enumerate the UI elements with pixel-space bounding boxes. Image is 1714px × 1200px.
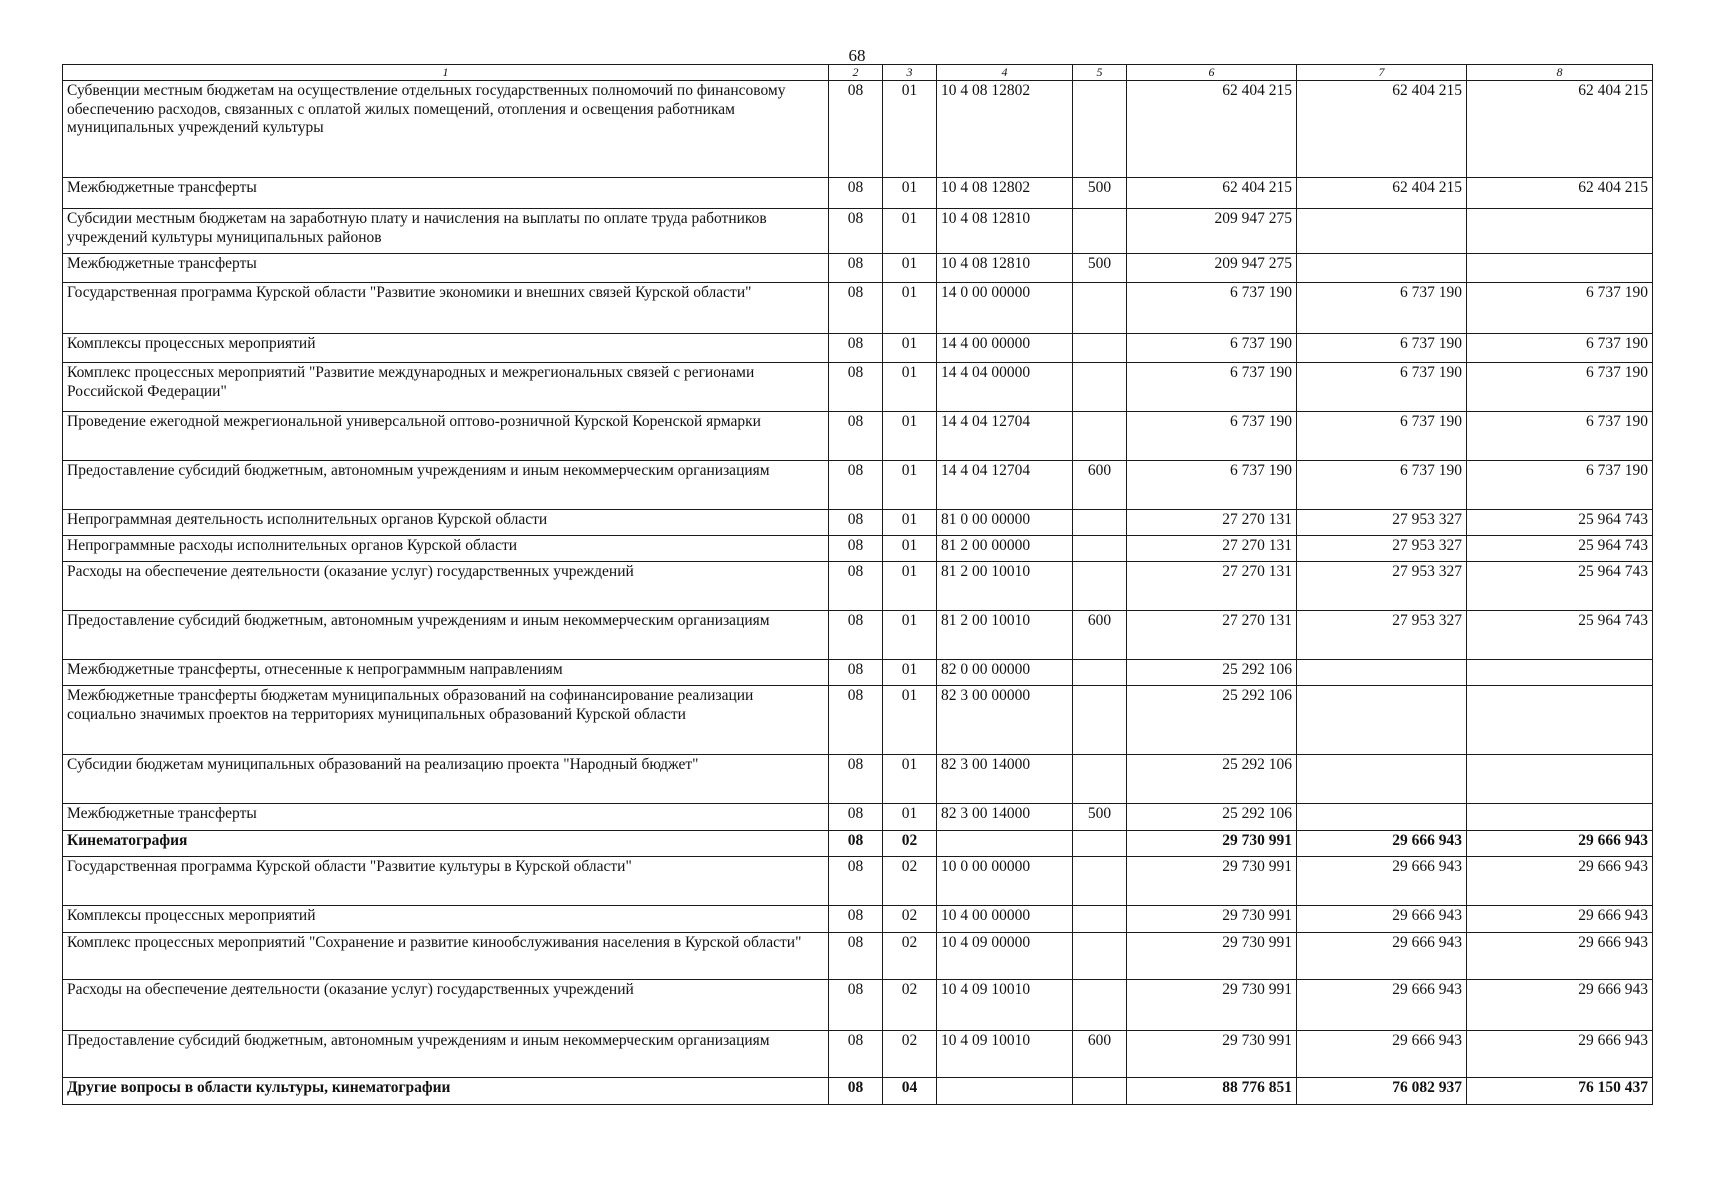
target-article-cell: 81 2 00 00000 (937, 535, 1073, 561)
amount-year-3-cell: 6 737 190 (1467, 460, 1653, 509)
row-name-cell: Расходы на обеспечение деятельности (оказание услуг) государственных учреждений (63, 561, 829, 610)
section-code-cell: 08 (829, 830, 883, 856)
row-name-cell: Субсидии бюджетам муниципальных образований на реализацию проекта "Народный бюджет" (63, 754, 829, 803)
column-number-6: 6 (1127, 65, 1297, 81)
amount-year-1-cell: 25 292 106 (1127, 754, 1297, 803)
amount-year-3-cell: 6 737 190 (1467, 333, 1653, 362)
target-article-cell: 10 4 00 00000 (937, 905, 1073, 932)
subsection-code-cell: 02 (883, 856, 937, 905)
amount-year-1-cell: 6 737 190 (1127, 362, 1297, 411)
table-row (63, 856, 1653, 905)
table-row (63, 282, 1653, 333)
amount-year-1-cell: 27 270 131 (1127, 509, 1297, 535)
row-name-cell: Комплекс процессных мероприятий "Развитие международных и межрегиональных связей с регионами Российской Федерации" (63, 362, 829, 411)
subsection-code-cell: 01 (883, 362, 937, 411)
subsection-code-cell: 01 (883, 610, 937, 659)
subsection-code-cell: 01 (883, 177, 937, 208)
expense-type-cell (1073, 659, 1127, 685)
amount-year-3-cell: 25 964 743 (1467, 610, 1653, 659)
amount-year-3-cell: 25 964 743 (1467, 535, 1653, 561)
amount-year-3-cell: 29 666 943 (1467, 932, 1653, 979)
row-name-cell: Предоставление субсидий бюджетным, автономным учреждениям и иным некоммерческим организациям (63, 460, 829, 509)
column-number-2: 2 (829, 65, 883, 81)
row-name-cell: Межбюджетные трансферты бюджетам муниципальных образований на софинансирование реализации социально значимых проектов на территориях муниципальных образований Курской области (63, 685, 829, 754)
table-row (63, 561, 1653, 610)
subsection-code-cell: 01 (883, 509, 937, 535)
table-row (63, 177, 1653, 208)
amount-year-1-cell: 209 947 275 (1127, 253, 1297, 282)
target-article-cell (937, 1077, 1073, 1104)
expense-type-cell: 500 (1073, 803, 1127, 830)
table-row (63, 659, 1653, 685)
expense-type-cell (1073, 754, 1127, 803)
section-code-cell: 08 (829, 460, 883, 509)
row-name-cell: Субвенции местным бюджетам на осуществление отдельных государственных полномочий по финансовому обеспечению расходов, связанных с оплатой жилых помещений, отопления и освещения работникам муниципальных учреждений культуры (63, 80, 829, 177)
expense-type-cell (1073, 80, 1127, 177)
section-code-cell: 08 (829, 754, 883, 803)
expense-type-cell (1073, 411, 1127, 460)
amount-year-2-cell: 6 737 190 (1297, 282, 1467, 333)
table-row (63, 80, 1653, 177)
row-name-cell: Другие вопросы в области культуры, кинематографии (63, 1077, 829, 1104)
table-row (63, 830, 1653, 856)
table-row (63, 333, 1653, 362)
expense-type-cell (1073, 208, 1127, 253)
amount-year-3-cell (1467, 659, 1653, 685)
section-code-cell: 08 (829, 333, 883, 362)
amount-year-1-cell: 6 737 190 (1127, 460, 1297, 509)
subsection-code-cell: 01 (883, 460, 937, 509)
amount-year-1-cell: 29 730 991 (1127, 905, 1297, 932)
table-row (63, 208, 1653, 253)
amount-year-2-cell: 29 666 943 (1297, 905, 1467, 932)
subsection-code-cell: 01 (883, 754, 937, 803)
expense-type-cell (1073, 932, 1127, 979)
subsection-code-cell: 02 (883, 1030, 937, 1077)
target-article-cell: 10 4 09 00000 (937, 932, 1073, 979)
amount-year-2-cell: 29 666 943 (1297, 932, 1467, 979)
column-number-1: 1 (63, 65, 829, 81)
row-name-cell: Межбюджетные трансферты (63, 253, 829, 282)
table-row (63, 803, 1653, 830)
amount-year-1-cell: 29 730 991 (1127, 1030, 1297, 1077)
section-code-cell: 08 (829, 685, 883, 754)
expense-type-cell: 600 (1073, 1030, 1127, 1077)
expense-type-cell (1073, 685, 1127, 754)
amount-year-2-cell (1297, 685, 1467, 754)
subsection-code-cell: 01 (883, 561, 937, 610)
target-article-cell (937, 830, 1073, 856)
amount-year-3-cell: 29 666 943 (1467, 905, 1653, 932)
amount-year-1-cell: 29 730 991 (1127, 830, 1297, 856)
table-row (63, 253, 1653, 282)
table-row (63, 685, 1653, 754)
target-article-cell: 81 2 00 10010 (937, 561, 1073, 610)
amount-year-2-cell (1297, 754, 1467, 803)
target-article-cell: 81 0 00 00000 (937, 509, 1073, 535)
section-code-cell: 08 (829, 509, 883, 535)
amount-year-2-cell: 27 953 327 (1297, 561, 1467, 610)
amount-year-2-cell: 27 953 327 (1297, 610, 1467, 659)
section-code-cell: 08 (829, 561, 883, 610)
expense-type-cell (1073, 333, 1127, 362)
amount-year-1-cell: 62 404 215 (1127, 80, 1297, 177)
table-row (63, 1030, 1653, 1077)
amount-year-2-cell: 29 666 943 (1297, 979, 1467, 1030)
table-row (63, 362, 1653, 411)
subsection-code-cell: 02 (883, 830, 937, 856)
amount-year-2-cell: 27 953 327 (1297, 535, 1467, 561)
target-article-cell: 10 0 00 00000 (937, 856, 1073, 905)
amount-year-1-cell: 25 292 106 (1127, 685, 1297, 754)
amount-year-3-cell: 6 737 190 (1467, 282, 1653, 333)
amount-year-2-cell: 62 404 215 (1297, 177, 1467, 208)
table-row (63, 932, 1653, 979)
amount-year-2-cell (1297, 803, 1467, 830)
section-code-cell: 08 (829, 659, 883, 685)
subsection-code-cell: 01 (883, 208, 937, 253)
section-code-cell: 08 (829, 208, 883, 253)
amount-year-1-cell: 6 737 190 (1127, 411, 1297, 460)
expense-type-cell (1073, 561, 1127, 610)
section-code-cell: 08 (829, 411, 883, 460)
amount-year-1-cell: 29 730 991 (1127, 856, 1297, 905)
section-code-cell: 08 (829, 1030, 883, 1077)
column-number-4: 4 (937, 65, 1073, 81)
target-article-cell: 14 0 00 00000 (937, 282, 1073, 333)
row-name-cell: Межбюджетные трансферты (63, 803, 829, 830)
amount-year-1-cell: 6 737 190 (1127, 333, 1297, 362)
table-row (63, 411, 1653, 460)
amount-year-2-cell: 29 666 943 (1297, 830, 1467, 856)
expense-type-cell (1073, 830, 1127, 856)
amount-year-3-cell: 25 964 743 (1467, 509, 1653, 535)
section-code-cell: 08 (829, 610, 883, 659)
section-code-cell: 08 (829, 979, 883, 1030)
section-code-cell: 08 (829, 905, 883, 932)
target-article-cell: 10 4 08 12802 (937, 80, 1073, 177)
row-name-cell: Предоставление субсидий бюджетным, автономным учреждениям и иным некоммерческим организациям (63, 610, 829, 659)
section-code-cell: 08 (829, 362, 883, 411)
amount-year-3-cell: 29 666 943 (1467, 830, 1653, 856)
section-code-cell: 08 (829, 803, 883, 830)
expense-type-cell (1073, 362, 1127, 411)
amount-year-3-cell: 6 737 190 (1467, 362, 1653, 411)
amount-year-2-cell: 29 666 943 (1297, 1030, 1467, 1077)
amount-year-2-cell: 6 737 190 (1297, 333, 1467, 362)
expense-type-cell (1073, 535, 1127, 561)
row-name-cell: Комплексы процессных мероприятий (63, 905, 829, 932)
table-row (63, 754, 1653, 803)
subsection-code-cell: 04 (883, 1077, 937, 1104)
amount-year-2-cell: 29 666 943 (1297, 856, 1467, 905)
target-article-cell: 82 3 00 14000 (937, 754, 1073, 803)
amount-year-3-cell: 6 737 190 (1467, 411, 1653, 460)
subsection-code-cell: 01 (883, 685, 937, 754)
target-article-cell: 10 4 08 12802 (937, 177, 1073, 208)
target-article-cell: 10 4 08 12810 (937, 253, 1073, 282)
subsection-code-cell: 01 (883, 659, 937, 685)
subsection-code-cell: 02 (883, 979, 937, 1030)
target-article-cell: 10 4 09 10010 (937, 1030, 1073, 1077)
amount-year-3-cell: 62 404 215 (1467, 80, 1653, 177)
amount-year-3-cell (1467, 685, 1653, 754)
expense-type-cell (1073, 856, 1127, 905)
row-name-cell: Непрограммная деятельность исполнительных органов Курской области (63, 509, 829, 535)
table-row (63, 535, 1653, 561)
row-name-cell: Комплекс процессных мероприятий "Сохранение и развитие кинообслуживания населения в Курской области" (63, 932, 829, 979)
expense-type-cell: 600 (1073, 460, 1127, 509)
subsection-code-cell: 02 (883, 905, 937, 932)
subsection-code-cell: 01 (883, 333, 937, 362)
target-article-cell: 10 4 09 10010 (937, 979, 1073, 1030)
table-row (63, 610, 1653, 659)
target-article-cell: 14 4 04 12704 (937, 460, 1073, 509)
amount-year-2-cell (1297, 208, 1467, 253)
expense-type-cell (1073, 509, 1127, 535)
amount-year-3-cell: 76 150 437 (1467, 1077, 1653, 1104)
subsection-code-cell: 01 (883, 803, 937, 830)
subsection-code-cell: 01 (883, 253, 937, 282)
amount-year-1-cell: 27 270 131 (1127, 561, 1297, 610)
section-code-cell: 08 (829, 856, 883, 905)
amount-year-1-cell: 62 404 215 (1127, 177, 1297, 208)
amount-year-2-cell: 62 404 215 (1297, 80, 1467, 177)
amount-year-2-cell: 6 737 190 (1297, 460, 1467, 509)
target-article-cell: 82 3 00 14000 (937, 803, 1073, 830)
amount-year-1-cell: 27 270 131 (1127, 610, 1297, 659)
subsection-code-cell: 01 (883, 80, 937, 177)
amount-year-3-cell: 25 964 743 (1467, 561, 1653, 610)
expense-type-cell (1073, 282, 1127, 333)
page-number: 68 (848, 46, 866, 65)
target-article-cell: 81 2 00 10010 (937, 610, 1073, 659)
column-number-5: 5 (1073, 65, 1127, 81)
row-name-cell: Предоставление субсидий бюджетным, автономным учреждениям и иным некоммерческим организациям (63, 1030, 829, 1077)
row-name-cell: Расходы на обеспечение деятельности (оказание услуг) государственных учреждений (63, 979, 829, 1030)
section-code-cell: 08 (829, 80, 883, 177)
target-article-cell: 14 4 00 00000 (937, 333, 1073, 362)
table-row (63, 509, 1653, 535)
expense-type-cell: 600 (1073, 610, 1127, 659)
row-name-cell: Субсидии местным бюджетам на заработную плату и начисления на выплаты по оплате труда работников учреждений культуры муниципальных районов (63, 208, 829, 253)
amount-year-3-cell: 29 666 943 (1467, 856, 1653, 905)
row-name-cell: Непрограммные расходы исполнительных органов Курской области (63, 535, 829, 561)
subsection-code-cell: 01 (883, 535, 937, 561)
amount-year-3-cell (1467, 803, 1653, 830)
section-code-cell: 08 (829, 932, 883, 979)
target-article-cell: 82 3 00 00000 (937, 685, 1073, 754)
column-number-7: 7 (1297, 65, 1467, 81)
subsection-code-cell: 01 (883, 282, 937, 333)
column-number-row (63, 65, 1653, 81)
row-name-cell: Межбюджетные трансферты, отнесенные к непрограммным направлениям (63, 659, 829, 685)
amount-year-1-cell: 6 737 190 (1127, 282, 1297, 333)
amount-year-2-cell (1297, 253, 1467, 282)
target-article-cell: 14 4 04 00000 (937, 362, 1073, 411)
budget-table (62, 64, 1653, 1105)
amount-year-2-cell: 6 737 190 (1297, 362, 1467, 411)
amount-year-2-cell: 6 737 190 (1297, 411, 1467, 460)
expense-type-cell (1073, 1077, 1127, 1104)
amount-year-2-cell (1297, 659, 1467, 685)
column-number-8: 8 (1467, 65, 1653, 81)
amount-year-1-cell: 29 730 991 (1127, 979, 1297, 1030)
target-article-cell: 82 0 00 00000 (937, 659, 1073, 685)
row-name-cell: Межбюджетные трансферты (63, 177, 829, 208)
subsection-code-cell: 01 (883, 411, 937, 460)
amount-year-3-cell (1467, 253, 1653, 282)
row-name-cell: Комплексы процессных мероприятий (63, 333, 829, 362)
target-article-cell: 14 4 04 12704 (937, 411, 1073, 460)
amount-year-1-cell: 25 292 106 (1127, 659, 1297, 685)
amount-year-1-cell: 88 776 851 (1127, 1077, 1297, 1104)
section-code-cell: 08 (829, 535, 883, 561)
row-name-cell: Кинематография (63, 830, 829, 856)
target-article-cell: 10 4 08 12810 (937, 208, 1073, 253)
section-code-cell: 08 (829, 177, 883, 208)
amount-year-2-cell: 27 953 327 (1297, 509, 1467, 535)
amount-year-3-cell: 29 666 943 (1467, 979, 1653, 1030)
row-name-cell: Проведение ежегодной межрегиональной универсальной оптово-розничной Курской Коренской ярмарки (63, 411, 829, 460)
table-row (63, 460, 1653, 509)
expense-type-cell: 500 (1073, 177, 1127, 208)
amount-year-3-cell (1467, 208, 1653, 253)
expense-type-cell: 500 (1073, 253, 1127, 282)
table-row (63, 979, 1653, 1030)
table-row (63, 905, 1653, 932)
expense-type-cell (1073, 905, 1127, 932)
table-row (63, 1077, 1653, 1104)
amount-year-1-cell: 25 292 106 (1127, 803, 1297, 830)
amount-year-3-cell: 29 666 943 (1467, 1030, 1653, 1077)
section-code-cell: 08 (829, 253, 883, 282)
section-code-cell: 08 (829, 282, 883, 333)
subsection-code-cell: 02 (883, 932, 937, 979)
amount-year-3-cell: 62 404 215 (1467, 177, 1653, 208)
expense-type-cell (1073, 979, 1127, 1030)
amount-year-1-cell: 29 730 991 (1127, 932, 1297, 979)
amount-year-2-cell: 76 082 937 (1297, 1077, 1467, 1104)
table-body (63, 65, 1653, 1105)
row-name-cell: Государственная программа Курской области "Развитие культуры в Курской области" (63, 856, 829, 905)
amount-year-1-cell: 209 947 275 (1127, 208, 1297, 253)
column-number-3: 3 (883, 65, 937, 81)
row-name-cell: Государственная программа Курской области "Развитие экономики и внешних связей Курской области" (63, 282, 829, 333)
amount-year-3-cell (1467, 754, 1653, 803)
amount-year-1-cell: 27 270 131 (1127, 535, 1297, 561)
section-code-cell: 08 (829, 1077, 883, 1104)
